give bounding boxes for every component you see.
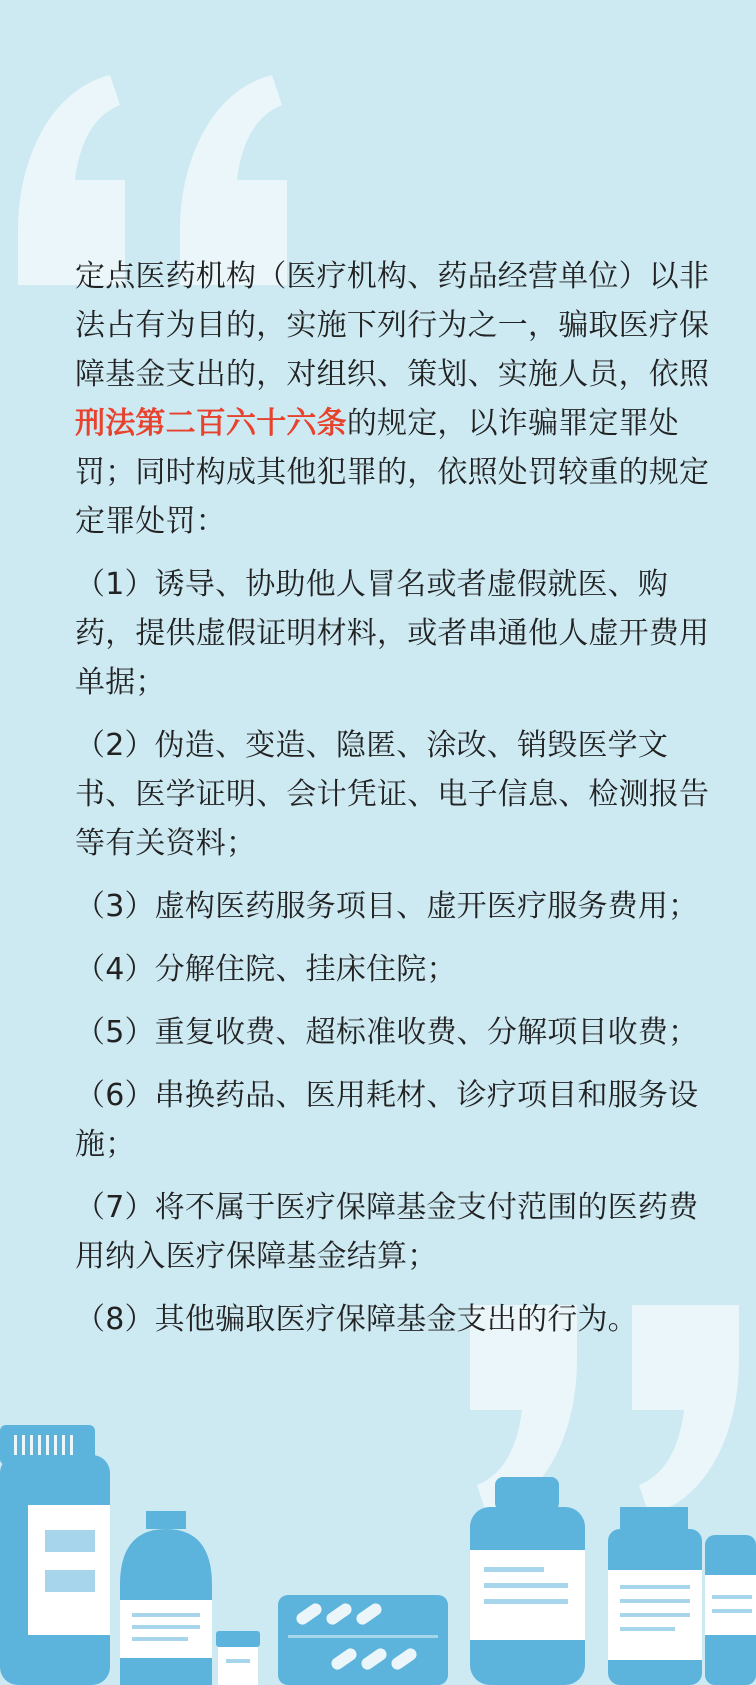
intro-before: 定点医药机构（医疗机构、药品经营单位）以非法占有为目的，实施下列行为之一，骗取医疗保障基金支出的，对组织、策划、实施人员，依照 <box>75 259 710 392</box>
intro-after: 的规定，以诈骗罪定罪处罚；同时构成其他犯罪的，依照处罚较重的规定定罪处罚： <box>75 406 710 539</box>
list-item-6: （6）串换药品、医用耗材、诊疗项目和服务设施； <box>75 1078 699 1162</box>
list-item-8: （8）其他骗取医疗保障基金支出的行为。 <box>75 1302 638 1337</box>
list-item-3: （3）虚构医药服务项目、虚开医疗服务费用； <box>75 889 699 924</box>
list-item-7: （7）将不属于医疗保障基金支付范围的医药费用纳入医疗保障基金结算； <box>75 1190 699 1274</box>
list-item-2: （2）伪造、变造、隐匿、涂改、销毁医学文书、医学证明、会计凭证、电子信息、检测报告等有关资料； <box>75 728 710 861</box>
law-article-highlight: 刑法第二百六十六条 <box>75 406 347 441</box>
list-item-5: （5）重复收费、超标准收费、分解项目收费； <box>75 1015 699 1050</box>
medicine-bottles-icon <box>0 1425 756 1685</box>
list-item-1: （1）诱导、协助他人冒名或者虚假就医、购药，提供虚假证明材料，或者串通他人虚开费用单据； <box>75 567 710 700</box>
intro-paragraph <box>75 252 715 546</box>
regulation-text <box>75 252 715 1358</box>
list-item-4: （4）分解住院、挂床住院； <box>75 952 457 987</box>
